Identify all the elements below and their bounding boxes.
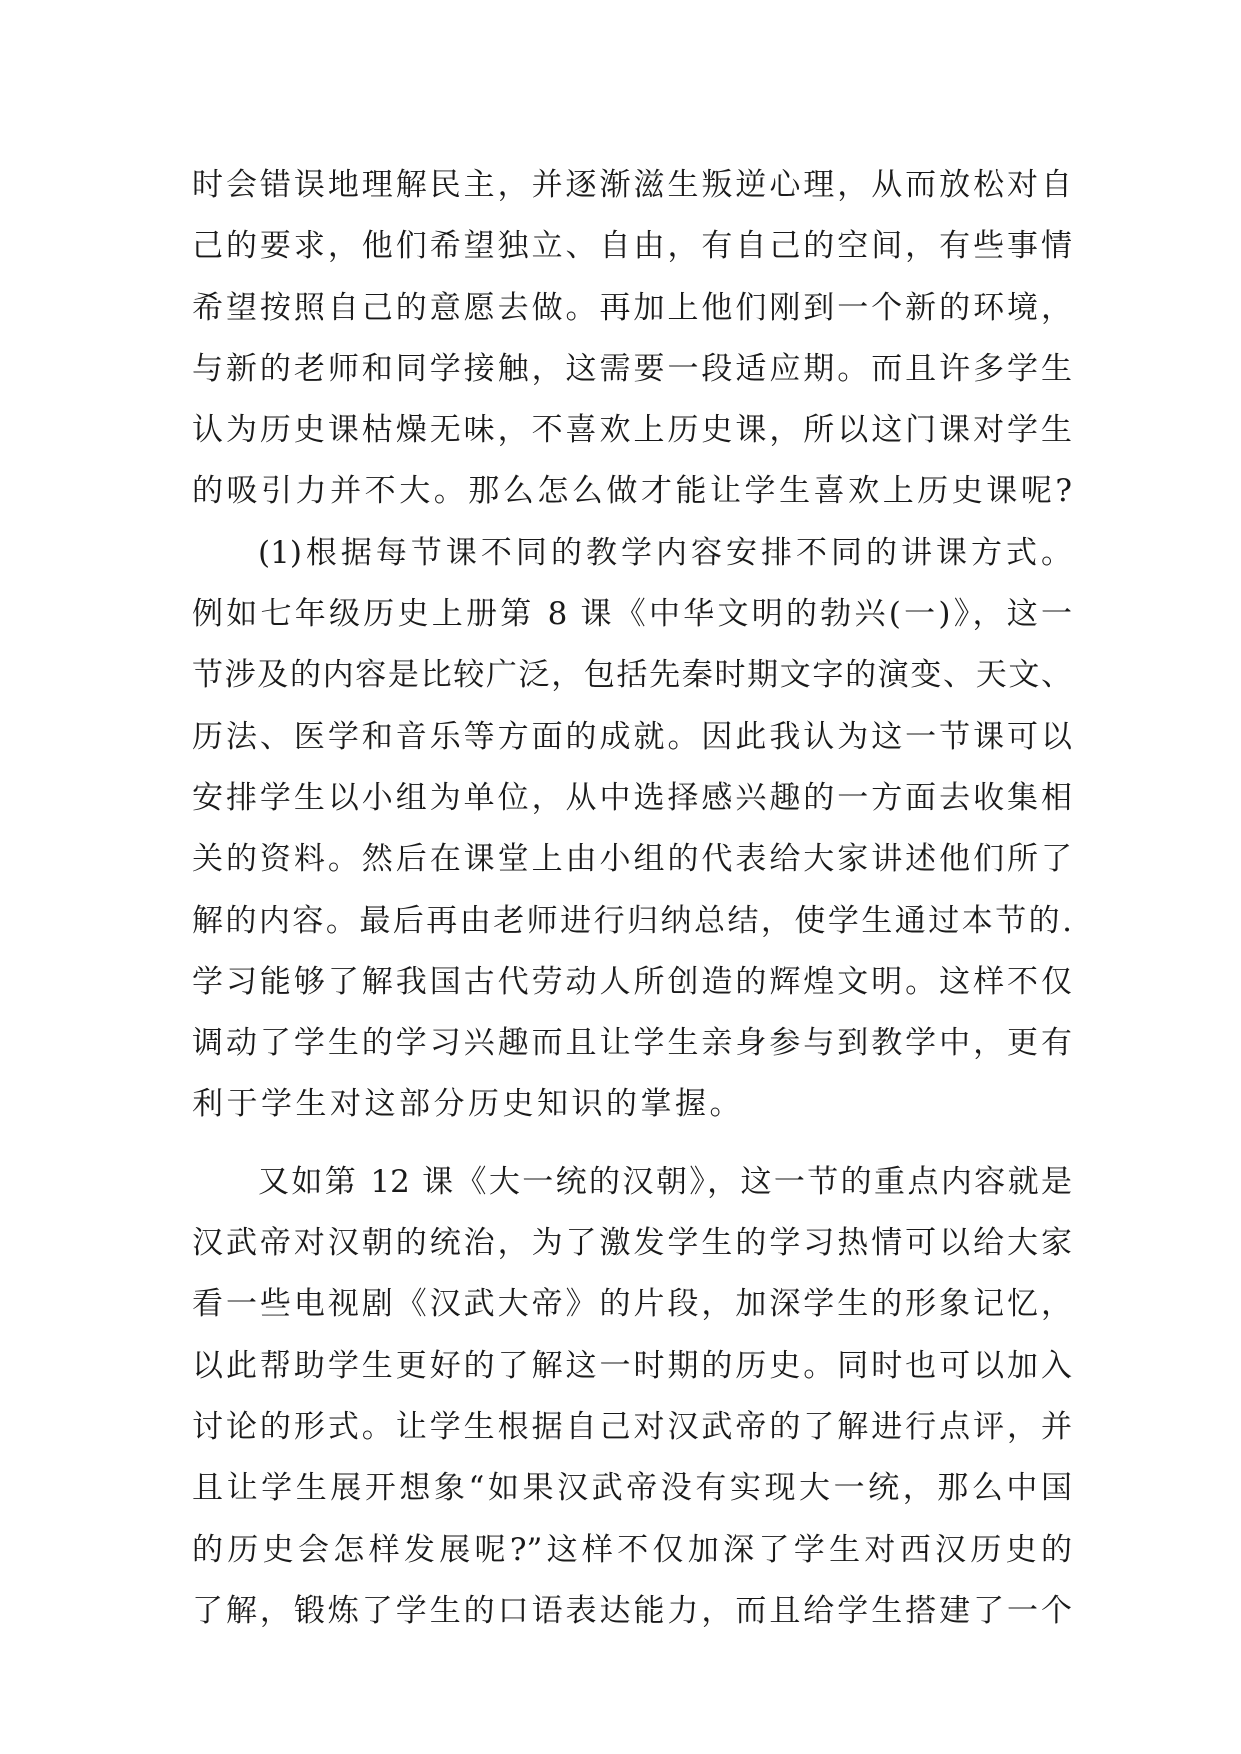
- text-line: 利于学生对这部分历史知识的掌握。: [192, 1086, 744, 1123]
- text-line: 例如七年级历史上册第 8 课《中华文明的勃兴(一)》，这一: [192, 596, 1072, 633]
- text-line: 解的内容。最后再由老师进行归纳总结，使学生通过本节的.: [192, 902, 1072, 939]
- text-line: 的吸引力并不大。那么怎么做才能让学生喜欢上历史课呢?: [192, 473, 1072, 510]
- text-line: 学习能够了解我国古代劳动人所创造的辉煌文明。这样不仅: [192, 963, 1072, 1000]
- text-line: 以此帮助学生更好的了解这一时期的历史。同时也可以加入: [192, 1347, 1072, 1384]
- paragraph-1: [192, 155, 1072, 523]
- text-line: 节涉及的内容是比较广泛，包括先秦时期文字的演变、天文、: [192, 657, 1072, 694]
- text-line: 且让学生展开想象“如果汉武帝没有实现大一统，那么中国: [192, 1470, 1072, 1507]
- text-line: 调动了学生的学习兴趣而且让学生亲身参与到教学中，更有: [192, 1025, 1072, 1062]
- text-line: (1)根据每节课不同的教学内容安排不同的讲课方式。: [258, 534, 1072, 571]
- text-line: 己的要求，他们希望独立、自由，有自己的空间，有些事情: [192, 228, 1072, 265]
- text-line: 时会错误地理解民主，并逐渐滋生叛逆心理，从而放松对自: [192, 167, 1072, 203]
- text-line: 汉武帝对汉朝的统治，为了激发学生的学习热情可以给大家: [192, 1225, 1072, 1262]
- text-line: 了解，锻炼了学生的口语表达能力，而且给学生搭建了一个: [192, 1592, 1072, 1629]
- paragraph-2: [192, 523, 1072, 1136]
- text-line: 认为历史课枯燥无味，不喜欢上历史课，所以这门课对学生: [192, 412, 1072, 449]
- text-line: 的历史会怎样发展呢?”这样不仅加深了学生对西汉历史的: [192, 1531, 1072, 1568]
- text-line: 历法、医学和音乐等方面的成就。因此我认为这一节课可以: [192, 718, 1072, 755]
- text-line: 希望按照自己的意愿去做。再加上他们刚到一个新的环境，: [192, 289, 1072, 326]
- text-line: 讨论的形式。让学生根据自己对汉武帝的了解进行点评，并: [192, 1408, 1072, 1445]
- text-line: 又如第 12 课《大一统的汉朝》，这一节的重点内容就是: [258, 1163, 1072, 1200]
- body-text: [192, 155, 1072, 1642]
- text-line: 与新的老师和同学接触，这需要一段适应期。而且许多学生: [192, 350, 1072, 387]
- text-line: 关的资料。然后在课堂上由小组的代表给大家讲述他们所了: [192, 841, 1072, 878]
- text-line: 安排学生以小组为单位，从中选择感兴趣的一方面去收集相: [192, 779, 1072, 816]
- text-line: 看一些电视剧《汉武大帝》的片段，加深学生的形象记忆，: [192, 1286, 1072, 1323]
- paragraph-3: [192, 1152, 1072, 1642]
